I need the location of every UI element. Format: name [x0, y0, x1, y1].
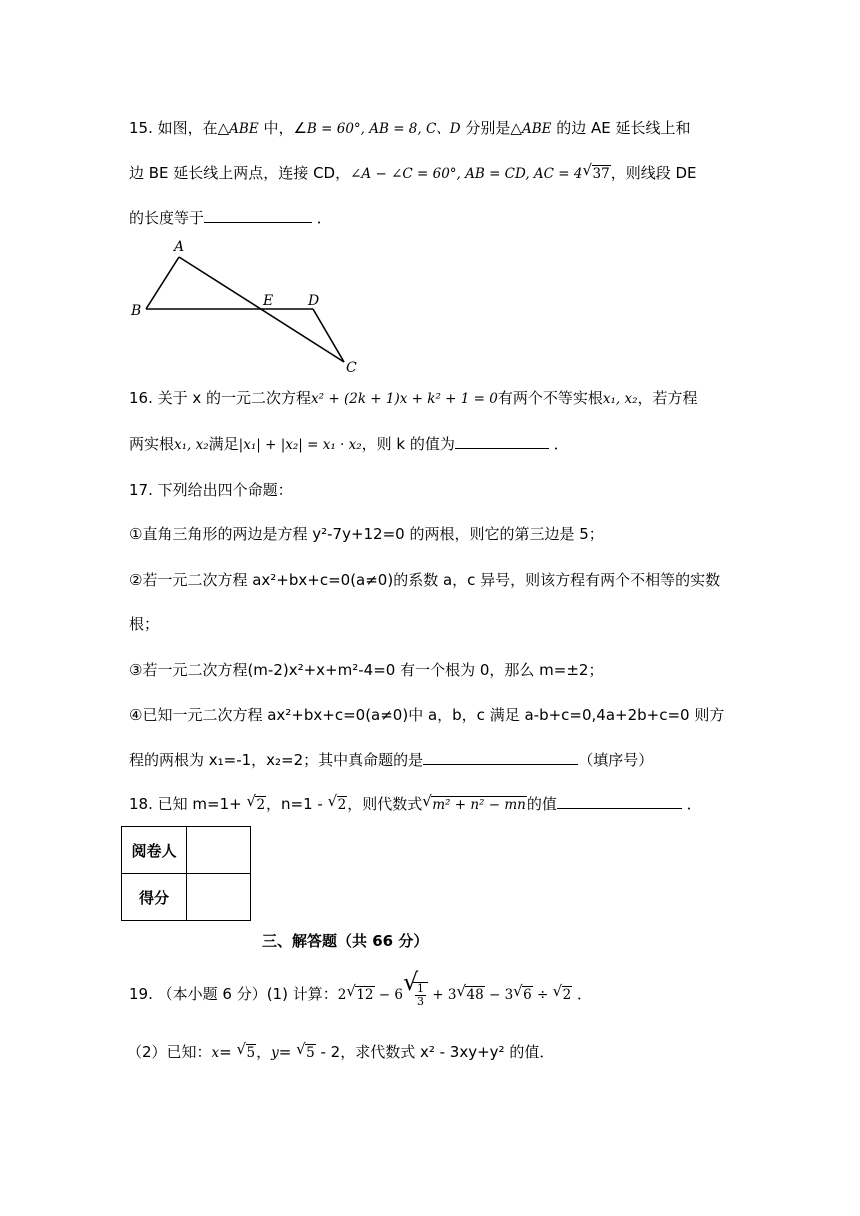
radicand: 5 — [246, 1045, 256, 1061]
q16-text: 16. 关于 x 的一元二次方程 — [129, 389, 312, 407]
q19-text: - 2，求代数式 x² - 3xy+y² 的值． — [315, 1043, 555, 1061]
q15-text: 分别是△ — [460, 119, 522, 137]
section-heading: 三、解答题（共 66 分） — [262, 932, 429, 950]
q15-text: ，则线段 DE — [610, 164, 697, 182]
triangle-figure — [126, 236, 366, 376]
q18-text: 的值 — [526, 795, 557, 813]
q15-condition2: ∠A − ∠C = 60°, AB = CD, AC = 4 — [350, 166, 583, 182]
q15-text: 的边 AE 延长线上和 — [551, 119, 691, 137]
q17-proposition-2: ②若一元二次方程 ax²+bx+c=0(a≠0)的系数 a，c 异号，则该方程有两个不相等的实数 — [129, 571, 721, 589]
q17-text: 程的两根为 x₁=-1，x₂=2；其中真命题的是 — [129, 751, 424, 769]
sqrt-fraction: √ $\frac{1}{3}$ — [403, 982, 428, 1008]
sqrt-2: √ 2 — [552, 982, 572, 1003]
label-c: C — [346, 360, 357, 376]
q16-text: ，若方程 — [637, 389, 698, 407]
variable-y: y — [271, 1045, 279, 1061]
fraction-denominator: 3 — [417, 995, 424, 1008]
q17-text: （填序号） — [578, 751, 654, 769]
q16-condition: |x₁| + |x₂| = x₁ · x₂ — [238, 437, 362, 453]
grader-cell[interactable] — [187, 827, 251, 874]
grader-row — [122, 827, 251, 874]
q17-proposition-3: ③若一元二次方程(m-2)x²+x+m²-4=0 有一个根为 0，那么 m=±2； — [129, 661, 604, 679]
q16-text: 满足 — [208, 435, 239, 453]
q18-text: 18. 已知 m=1+ — [129, 795, 247, 813]
q19-math: 2 — [337, 987, 347, 1003]
q15-line1 — [129, 118, 691, 139]
q16-equation: x² + (2k + 1)x + k² + 1 = 0 — [311, 391, 498, 407]
q17-title: 17. 下列给出四个命题： — [129, 481, 293, 499]
label-b: B — [131, 303, 142, 319]
radicand: 2 — [337, 797, 347, 813]
sqrt-12: √ 12 — [346, 982, 374, 1003]
q17-proposition-4: ④已知一元二次方程 ax²+bx+c=0(a≠0)中 a，b，c 满足 a-b+c=0,4a+2b+c=0 则方 — [129, 706, 725, 724]
q18-text: ，n=1 - — [266, 795, 328, 813]
q19-text: = — [278, 1043, 297, 1061]
q15-line3 — [129, 208, 332, 228]
answer-blank-15[interactable] — [204, 208, 312, 223]
radicand: 12 — [356, 987, 374, 1003]
q17-proposition-2-cont: 根； — [129, 615, 160, 633]
radicand: 48 — [466, 987, 484, 1003]
q15-text: ． — [316, 209, 332, 227]
sqrt-6: √ 6 — [513, 982, 532, 1003]
sqrt-5: √ 5 — [236, 1040, 256, 1061]
answer-blank-16[interactable] — [455, 434, 549, 449]
sqrt-5: √ 5 — [296, 1040, 315, 1061]
grader-table — [121, 826, 251, 921]
grader-label: 阅卷人 — [122, 827, 187, 874]
sqrt-expression: √ m² + n² − mn — [422, 792, 526, 813]
radicand: 2 — [562, 987, 572, 1003]
sqrt-2: √ 2 — [327, 792, 347, 813]
score-cell[interactable] — [187, 874, 251, 921]
q16-roots: x₁, x₂ — [174, 437, 209, 453]
q15-line2 — [129, 163, 696, 184]
answer-blank-17[interactable] — [423, 750, 578, 765]
q15-text: 的长度等于 — [129, 209, 205, 227]
q19-math: − 3 — [484, 987, 514, 1003]
q16-text: 有两个不等实根 — [497, 389, 603, 407]
q19-line1 — [129, 968, 593, 1008]
q19-text: ． — [577, 985, 593, 1003]
radicand: 37 — [592, 166, 610, 182]
q19-line2 — [127, 1042, 554, 1063]
q19-text: = — [219, 1043, 237, 1061]
q18-line — [129, 794, 702, 815]
q15-triangle: ABE — [229, 121, 259, 137]
q15-text: 15. 如图，在△ — [129, 119, 230, 137]
score-label: 得分 — [122, 874, 187, 921]
q16-roots: x₁, x₂ — [602, 391, 638, 407]
label-e: E — [263, 293, 274, 309]
q15-text: 边 BE 延长线上两点，连接 CD， — [129, 164, 351, 182]
q18-text: ． — [686, 795, 702, 813]
q19-text: ， — [256, 1043, 272, 1061]
radicand: 5 — [306, 1045, 315, 1061]
q16-text: ，则 k 的值为 — [361, 435, 455, 453]
q19-math: + 3 — [428, 987, 457, 1003]
q17-proposition-1: ①直角三角形的两边是方程 y²-7y+12=0 的两根，则它的第三边是 5； — [129, 525, 604, 543]
q17-proposition-4-cont — [129, 750, 653, 770]
answer-blank-18[interactable] — [557, 794, 682, 809]
segment-ab — [146, 257, 179, 309]
q16-text: 两实根 — [129, 435, 175, 453]
q16-text: ． — [553, 435, 569, 453]
sqrt-48: √ 48 — [456, 982, 484, 1003]
radicand: 2 — [256, 797, 266, 813]
radicand: 6 — [523, 987, 532, 1003]
fraction-numerator: 1 — [417, 982, 424, 995]
q15-condition1: B = 60°, AB = 8, C、D — [306, 121, 461, 137]
q19-text: 19. （本小题 6 分）(1) 计算： — [129, 985, 338, 1003]
q15-triangle: ABE — [521, 121, 552, 137]
label-a: A — [174, 239, 185, 255]
segment-dc — [313, 309, 344, 362]
sqrt-37: √ 37 — [582, 161, 610, 182]
q19-math: − 6 — [374, 987, 403, 1003]
q19-math: ÷ — [532, 987, 553, 1003]
q15-text: 中，∠ — [258, 119, 307, 137]
q16-line2 — [129, 434, 569, 455]
label-d: D — [308, 293, 320, 309]
sqrt-2: √ 2 — [246, 792, 266, 813]
variable-x: x — [211, 1045, 220, 1061]
score-row — [122, 874, 251, 921]
q18-text: ，则代数式 — [347, 795, 423, 813]
q16-line1 — [129, 388, 698, 409]
q19-text: （2）已知： — [127, 1043, 212, 1061]
radicand: m² + n² − mn — [432, 797, 526, 813]
